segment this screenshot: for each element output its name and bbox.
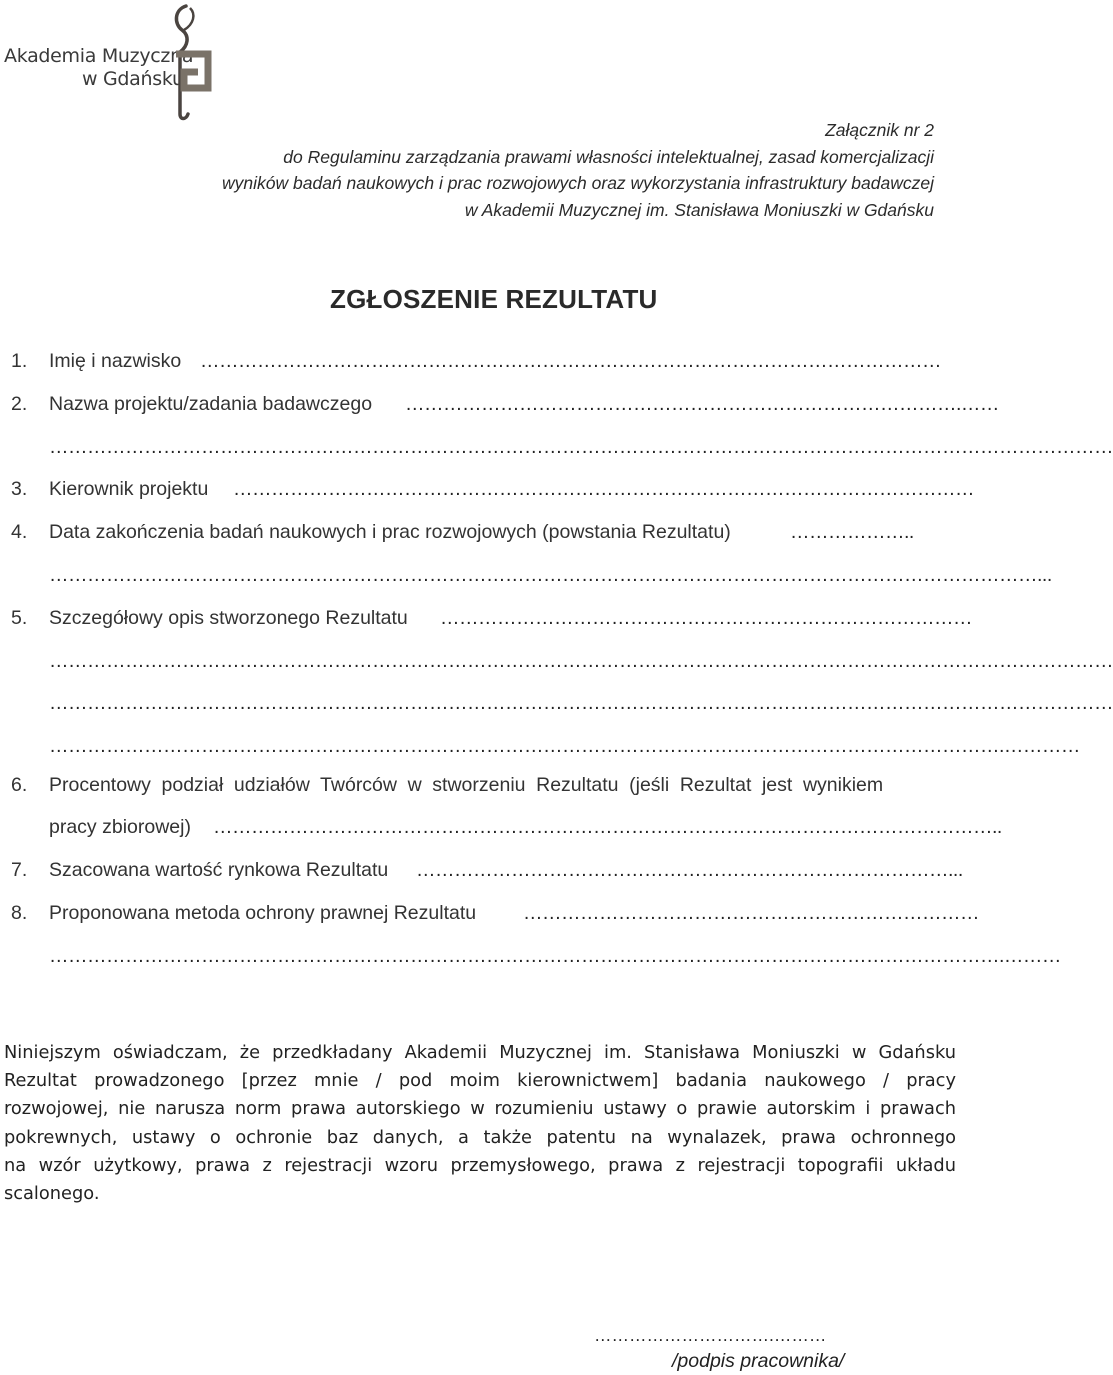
item-label: Szacowana wartość rynkowa Rezultatu xyxy=(49,859,389,881)
item-label: pracy zbiorowej) xyxy=(49,816,191,838)
declaration-line: rozwojowej, nie narusza norm prawa autorskiego w rozumieniu ustawy o prawie autorskim i prawach xyxy=(4,1098,956,1120)
fill-in-line[interactable]: …………………………………………………………………………………………………………….. xyxy=(213,816,1002,838)
item-number: 7. xyxy=(11,859,28,881)
item-number: 3. xyxy=(11,478,28,500)
fill-in-line[interactable]: …………………………………………………………………………………………………………………………………….………… xyxy=(49,735,1080,757)
item-label: Kierownik projektu xyxy=(49,478,209,500)
annex-regulation-line: w Akademii Muzycznej im. Stanisława Moniuszki w Gdańsku xyxy=(464,199,934,220)
declaration-line: pokrewnych, ustawy o ochronie baz danych, a także patentu na wynalazek, prawa ochronnego xyxy=(4,1126,956,1148)
annex-regulation-line: do Regulaminu zarządzania prawami własności intelektualnej, zasad komercjalizacji xyxy=(283,146,934,167)
item-label: Szczegółowy opis stworzonego Rezultatu xyxy=(49,607,408,629)
item-number: 1. xyxy=(11,350,28,372)
item-number: 2. xyxy=(11,393,28,415)
fill-in-line[interactable]: …………………………………………………………………………... xyxy=(416,859,963,881)
annex-header xyxy=(174,117,934,223)
fill-in-line[interactable]: …………………………………………………………………………….…… xyxy=(405,393,999,415)
fill-in-line[interactable]: …………………………………………………………………………………………………………………………………………………… xyxy=(49,650,1113,672)
annex-number: Załącznik nr 2 xyxy=(825,120,934,140)
declaration-line: scalonego. xyxy=(4,1183,100,1205)
academy-logo xyxy=(4,2,224,122)
item-number: 5. xyxy=(11,607,28,629)
clef-g-emblem-icon xyxy=(164,2,224,122)
fill-in-line[interactable]: ……………………………………………………………………………………………………… xyxy=(200,350,941,372)
item-label: Procentowy podział udziałów Twórców w stworzeniu Rezultatu (jeśli Rezultat jest wynikiem xyxy=(49,774,884,796)
declaration-line: na wzór użytkowy, prawa z rejestracji wzoru przemysłowego, prawa z rejestracji topografii układu xyxy=(4,1154,956,1176)
fill-in-line[interactable]: …………………………………………………………………………………………………………………………………………………… xyxy=(49,692,1113,714)
item-number: 6. xyxy=(11,774,28,796)
signature-label: /podpis pracownika/ xyxy=(672,1350,845,1372)
fill-in-line[interactable]: ……………………………………………………………………………………………………… xyxy=(233,478,974,500)
fill-in-line[interactable]: …………………………………………………………………………………………………………………………………………………… xyxy=(49,436,1113,458)
item-label: Nazwa projektu/zadania badawczego xyxy=(49,393,373,415)
item-number: 4. xyxy=(11,521,28,543)
fill-in-line[interactable]: …………………………………………………………………………………………………………………………………….……… xyxy=(49,945,1061,967)
fill-in-line[interactable]: …………………………………………………………………………………………………………………………………………... xyxy=(49,564,1052,586)
fill-in-line[interactable]: ………………………………………………………………………… xyxy=(440,607,972,629)
logo-text-line2: w Gdańsku xyxy=(82,68,184,90)
item-label: Data zakończenia badań naukowych i prac rozwojowych (powstania Rezultatu) xyxy=(49,521,731,543)
logo-text-line1: Akademia Muzyczna xyxy=(4,45,194,67)
declaration-line: Niniejszym oświadczam, że przedkładany Akademii Muzycznej im. Stanisława Moniuszki w Gdańsku xyxy=(4,1042,956,1063)
item-label: Imię i nazwisko xyxy=(49,350,182,372)
fill-in-line[interactable]: ……………….. xyxy=(790,521,914,543)
form-title: ZGŁOSZENIE REZULTATU xyxy=(330,284,658,314)
declaration-paragraph xyxy=(4,1039,956,1208)
declaration-line: Rezultat prowadzonego [przez mnie / pod moim kierownictwem] badania naukowego / pracy xyxy=(4,1070,956,1092)
signature-line[interactable]: ………………………….……… xyxy=(594,1325,827,1345)
fill-in-line[interactable]: ……………………………………………………………… xyxy=(523,902,979,924)
item-number: 8. xyxy=(11,902,28,924)
annex-regulation-line: wyników badań naukowych i prac rozwojowych oraz wykorzystania infrastruktury badawczej xyxy=(222,173,934,193)
item-label: Proponowana metoda ochrony prawnej Rezultatu xyxy=(49,902,477,924)
